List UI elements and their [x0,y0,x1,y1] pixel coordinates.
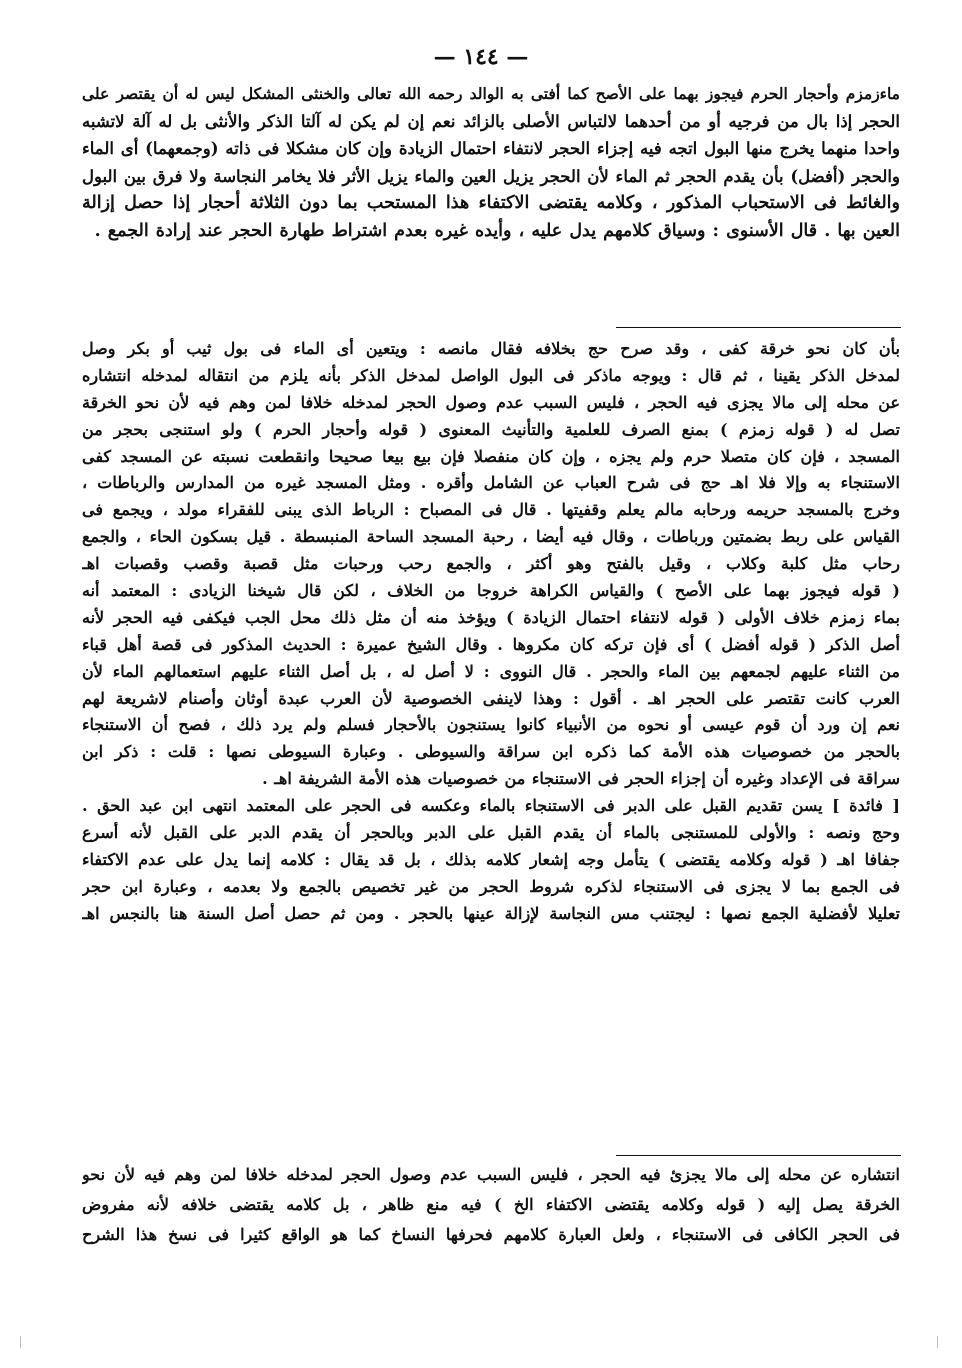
section-divider [616,327,901,328]
main-text-line: واحدا منهما يخرج منها البول اتجه فيه إجزاء الحجر لانتفاء احتمال الزيادة وإن كان مشكلا فى ذاته (وجمعهما) أى الماء [82,139,900,158]
commentary-line: القياس على ربط بضمتين ورباطات ، وقال فيه أيضا ، رحبة المسجد الساحة المنبسطة . قيل بسكون الحاء ، والجمع [82,527,900,547]
main-text-line: والحجر (أفضل) بأن يقدم الحجر ثم الماء لأن الحجر يزيل العين والماء يزيل الأثر فلا يخامر النجاسة ولا فرق بين البول [82,166,900,186]
commentary-line: المسجد ، فإن كان متصلا حرم ولم يجزه ، وإن كان منفصلا فإن بيع بيعا صحيحا وانقطعت نسبته عن المسجد كفى [82,446,900,466]
commentary-line: فى الحجر الكافى فى الاستنجاء ، ولعل العبارة كلامهم فحرفها النساخ كما هو الواقع كثيرا فى نسخ هذا الشرح [82,1225,900,1244]
commentary-line: انتشاره عن محله إلى مالا يجزئ فيه الحجر ، فليس السبب عدم وصول الحجر لمدخله خلافا لمن وهم فيه لأن نحو [82,1165,900,1184]
page-number: — ١٤٤ — [433,44,529,70]
scan-edge-tick [20,1336,21,1348]
commentary-line: جفافا اهـ ( قوله وكلامه يقتضى ) يتأمل وجه إشعار كلامه بذلك ، بل قد يقال : كلامه إنما يدل على عدم الاكتفاء [82,849,900,869]
commentary-line: أصل الذكر ( قوله أفضل ) أى فإن تركه كان مكروها . وقال الشيخ عميرة : الحديث المذكور فى قصة أهل قباء [82,634,900,654]
commentary-block-1 [82,336,900,928]
commentary-line: تعليلا لأفضلية الجمع نصها : ليجتنب مس النجاسة لإزالة عينها بالحجر . ومن ثم حصل أصل السنة هنا بالنجس اهـ [82,903,900,923]
commentary-line: فى الجمع بما لا يجزى فى الاستنجاء لذكره شروط الحجر من غير تخصيص بالجمع ولا بعدمه ، وعبارة ابن حجر [82,876,900,896]
commentary-line: سراقة فى الإعداد وغيره أن إجزاء الحجر فى الاستنجاء من خصوصيات هذه الأمة الشريفة اهـ . [262,769,900,789]
main-text-line: ماءزمزم وأحجار الحرم فيجوز بهما على الأصح كما أفتى به الوالد رحمه الله تعالى والخنثى المشكل ليس له أن يقتصر على [82,84,900,103]
commentary-line: وخرج بالمسجد حريمه ورحابه مالم يعلم وقفيتها . قال فى المصباح : الرباط الذى يبنى للفقراء مولد ، ويجمع فى [82,500,900,520]
commentary-line: الخرقة يصل إليه ( قوله وكلامه يقتضى الاكتفاء الخ ) فيه منع ظاهر ، بل كلامه يقتضى خلافه لأنه مفروض [82,1195,900,1214]
section-divider [616,1155,901,1156]
commentary-line: بأن كان نحو خرقة كفى ، وقد صرح حج بخلافه فقال مانصه : ويتعين أى الماء فى بول ثيب أو بكر وصل [82,339,900,358]
commentary-line: وحج ونصه : والأولى للمستنجى بالماء أن يقدم القبل على الدبر وبالحجر أن يقدم الدبر على القبل لأنه أسرع [82,823,900,843]
commentary-block-2 [82,1160,900,1250]
scan-edge-marks [0,1336,962,1337]
commentary-line: [ فائدة ] يسن تقديم القبل على الدبر فى الاستنجاء بالماء وعكسه فى الحجر على المعتمد انتهى ابن عبد الحق . [82,796,900,816]
commentary-line: من الثناء عليهم لجمعهم بين الماء والحجر . قال النووى : لا أصل له ، بل أصل الثناء عليهم استعمالهم الماء لأن [82,661,900,681]
commentary-line: عن محله إلى مالا يجزى فيه الحجر ، فليس السبب عدم وصول الحجر لمدخله خلافا لمن وهم فيه لأن نحو الخرقة [82,392,900,412]
commentary-line: بماء زمزم خلاف الأولى ( قوله لانتفاء احتمال الزيادة ) ويؤخذ منه أن مثل ذلك محل الجب فيكفى فيه الحجر لأنه [82,607,900,627]
main-text-block [82,80,900,245]
commentary-line: نعم إن ورد أن قوم عيسى أو نحوه من الأنبياء كانوا يستنجون بالأحجار فسلم ولم يرد ذلك ، فصح أن الاستنجاء [82,715,900,735]
commentary-line: لمدخل الذكر يقينا ، ثم قال : ويوجه ماذكر فى البول الواصل لمدخل الذكر بأنه يلزم من انتقاله لمدخله انتشاره [82,365,900,385]
commentary-line: تصل له ( قوله زمزم ) بمنع الصرف للعلمية والتأنيث المعنوى ( قوله وأحجار الحرم ) ولو استنجى بحجر من [82,419,900,439]
commentary-line: رحاب مثل كلبة وكلاب ، وقيل بالفتح وهو أكثر ، والجمع رحب ورحبات مثل قصبة وقصب وقصبات اهـ [82,554,900,574]
main-text-line: الحجر إذا بال من فرجيه أو من أحدهما لالتباس الأصلى بالزائد نعم إن لم يكن له آلتا الذكر والأنثى بل له آلة لاتشبه [82,111,900,131]
main-text-line: والغائط فى الاستحباب المذكور ، وكلامه يقتضى الاكتفاء هذا المستحب بما دون الثلاثة أحجار إذا حصل إزالة [82,193,900,213]
main-text-line: العين بها . قال الأسنوى : وسياق كلامهم يدل عليه ، وأيده غيره بعدم اشتراط طهارة الحجر عند إرادة الجمع . [94,220,900,241]
scan-edge-tick [937,1336,938,1348]
commentary-line: العرب كانت تقتصر على الحجر اهـ . أقول : وهذا لاينفى الخصوصية لأن العرب عبدة أوثان وأصنام لاشريعة لهم [82,688,900,708]
commentary-line: ( قوله فيجوز بهما على الأصح ) والقياس الكراهة خروجا من الخلاف ، لكن قال شيخنا الزيادى : المعتمد أنه [82,581,900,601]
commentary-line: بالحجر من خصوصيات هذه الأمة كما ذكره ابن سراقة والسيوطى . وعبارة السيوطى نصها : قلت : ذكر ابن [82,742,900,762]
commentary-line: الاستنجاء به وإلا فلا اهـ حج فى شرح العباب عن الشامل وأقره . ومثل المسجد غيره من المدارس والرباطات ، [82,473,900,493]
